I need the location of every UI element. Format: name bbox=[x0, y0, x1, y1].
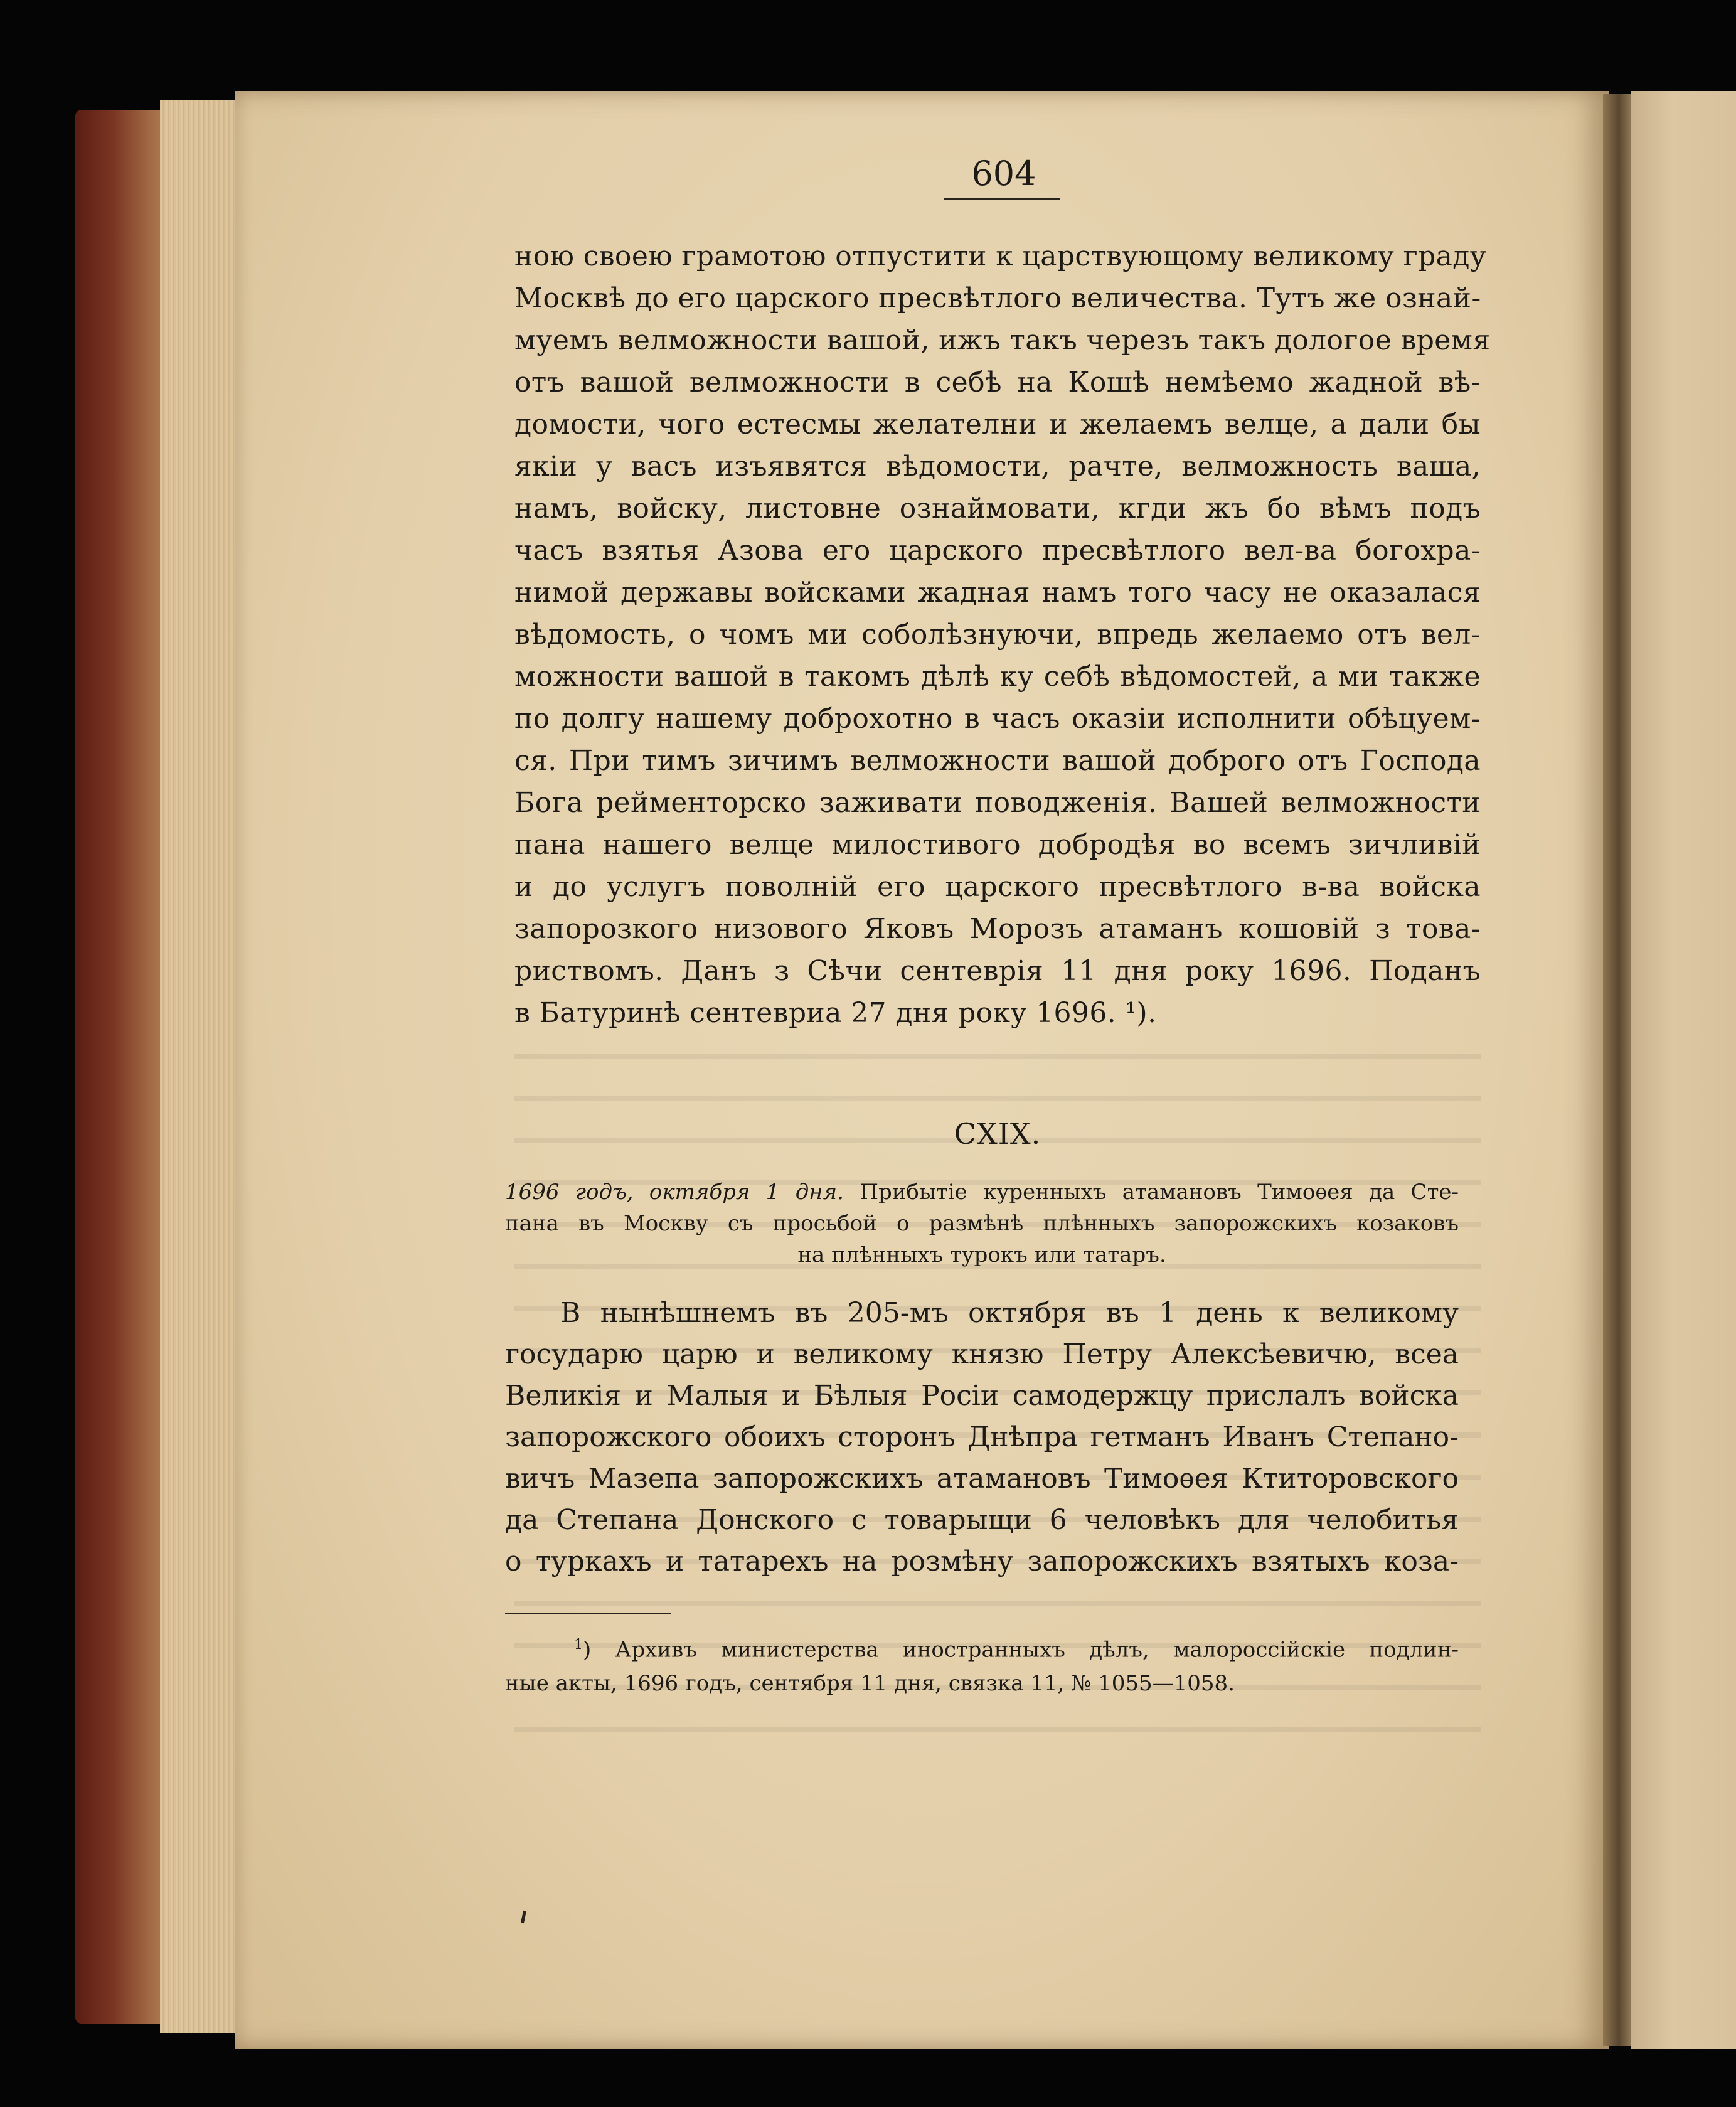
footnote-rule bbox=[505, 1613, 671, 1614]
text-line: можности вашой в такомъ дѣлѣ ку себѣ вѣдомостей, а ми также bbox=[514, 661, 1481, 693]
summary-line: на плѣнныхъ турокъ или татаръ. bbox=[797, 1242, 1166, 1267]
text-line: часъ взятья Азова его царского пресвѣтлого вел-ва богохра- bbox=[514, 535, 1481, 567]
text-line: муемъ велможности вашой, ижъ такъ черезъ такъ дологое время bbox=[514, 324, 1491, 356]
text-line: вичъ Мазепа запорожскихъ атамановъ Тимоѳея Ктиторовского bbox=[505, 1463, 1459, 1495]
section-summary bbox=[505, 1176, 1459, 1271]
text-line: Бога рейменторско заживати поводженiя. Вашей велможности bbox=[514, 787, 1481, 819]
letter-text bbox=[514, 235, 1491, 1034]
summary-line bbox=[505, 1176, 1459, 1208]
text-line: пана нашего велце милостивого добродѣя во всемъ зичливiй bbox=[514, 829, 1481, 861]
summary-text: Прибытiе куренныхъ атамановъ Тимоѳея да Сте- bbox=[860, 1180, 1459, 1205]
text-line: вѣдомость, о чомъ ми соболѣзнуючи, впредь желаемо отъ вел- bbox=[514, 619, 1481, 651]
text-line: Москвѣ до его царского пресвѣтлого величества. Тутъ же ознай- bbox=[514, 282, 1481, 314]
text-line: по долгу нашему доброхотно в часъ оказiи исполнити обѣцуем- bbox=[514, 703, 1481, 735]
section-heading: CXIX. bbox=[954, 1117, 1041, 1151]
text-line: нимой державы войсками жадная намъ того часу не оказалася bbox=[514, 577, 1481, 609]
summary-line: пана въ Москву съ просьбой о размѣнѣ плѣнныхъ запорожскихъ козаковъ bbox=[505, 1211, 1459, 1236]
text-line: государю царю и великому князю Петру Алексѣевичю, всеа bbox=[505, 1338, 1459, 1370]
book-gutter bbox=[1603, 94, 1634, 2046]
text-line: намъ, войску, листовне ознаймовати, кгди жъ бо вѣмъ подъ bbox=[514, 493, 1481, 525]
footnote-marker: 1 bbox=[574, 1637, 583, 1653]
text-line: Великiя и Малыя и Бѣлыя Росiи самодержцу прислалъ войска bbox=[505, 1380, 1459, 1412]
text-line: ся. При тимъ зичимъ велможности вашой доброго отъ Господа bbox=[514, 745, 1481, 777]
text-line: ною своею грамотою отпустити к царствующому великому граду bbox=[514, 240, 1487, 272]
footnote-text: ) Архивъ министерства иностранныхъ дѣлъ, малороссiйскiе подлин- bbox=[583, 1637, 1459, 1663]
text-line: риствомъ. Данъ з Сѣчи сентеврiя 11 дня року 1696. Поданъ bbox=[514, 955, 1481, 987]
footnote-line: ные акты, 1696 годъ, сентября 11 дня, связка 11, № 1055—1058. bbox=[505, 1671, 1235, 1697]
text-line: запорожского обоихъ сторонъ Днѣпра гетманъ Иванъ Степано- bbox=[505, 1421, 1459, 1453]
page-number-rule bbox=[944, 198, 1060, 200]
footnote bbox=[505, 1628, 1459, 1700]
text-line: и до услугъ поволнiй его царского пресвѣтлого в-ва войска bbox=[514, 871, 1481, 903]
page-number: 604 bbox=[971, 154, 1036, 193]
text-line: запорозкого низового Яковъ Морозъ атаманъ кошовiй з това- bbox=[514, 913, 1481, 945]
text-line: да Степана Донского с товарыщи 6 человѣкъ для челобитья bbox=[505, 1504, 1459, 1536]
text-line: В нынѣшнемъ въ 205-мъ октября въ 1 день к великому bbox=[560, 1297, 1459, 1329]
section-text bbox=[505, 1293, 1459, 1582]
footnote-line bbox=[505, 1628, 1459, 1667]
summary-date: 1696 годъ, октября 1 дня. bbox=[505, 1180, 844, 1205]
facing-page-edge bbox=[1631, 91, 1736, 2049]
text-line: домости, чого естесмы желателни и желаемъ велце, а дали бы bbox=[514, 408, 1481, 440]
text-line: отъ вашой велможности в себѣ на Кошѣ немѣемо жадной вѣ- bbox=[514, 366, 1481, 398]
text-line: о туркахъ и татарехъ на розмѣну запорожскихъ взятыхъ коза- bbox=[505, 1545, 1459, 1577]
text-line: якiи у васъ изъявятся вѣдомости, рачте, велможность ваша, bbox=[514, 451, 1481, 483]
text-line: в Батуринѣ сентевриа 27 дня року 1696. ¹). bbox=[514, 997, 1157, 1029]
